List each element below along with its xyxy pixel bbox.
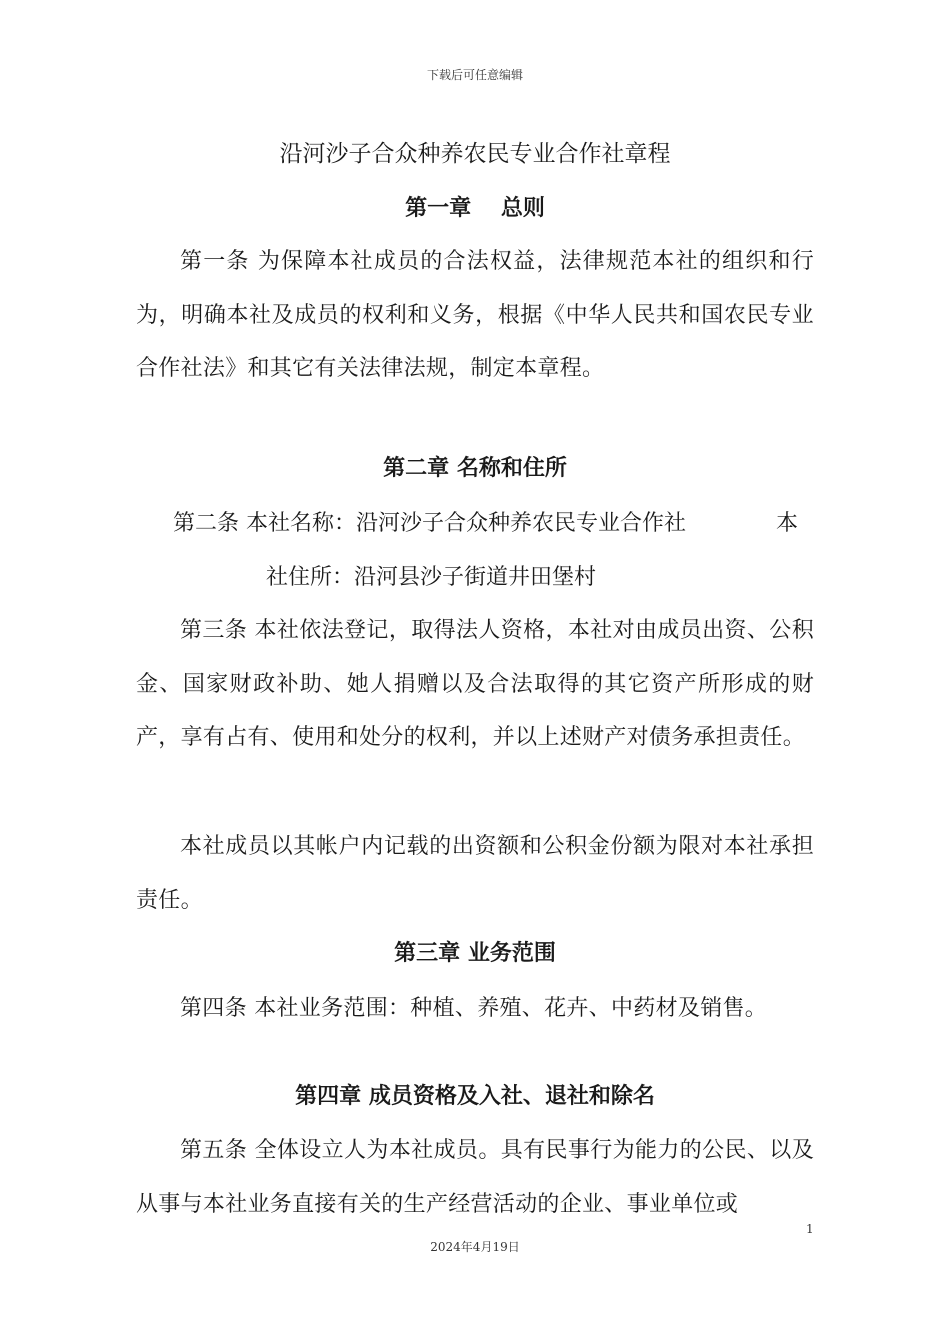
chapter-3-heading: 第三章 业务范围 xyxy=(394,941,556,966)
article-2-line-1-tail: 本 xyxy=(775,511,798,536)
article-3-paragraph-2: 本社成员以其帐户内记载的出资额和公积金份额为限对本社承担责任。 xyxy=(136,834,814,913)
chapter-2-heading: 第二章 名称和住所 xyxy=(383,456,567,481)
article-2-line-1 xyxy=(136,506,814,542)
document-title: 沿河沙子合众种养农民专业合作社章程 xyxy=(279,141,671,167)
chapter-4-heading: 第四章 成员资格及入社、退社和除名 xyxy=(295,1084,655,1109)
footer-date: 2024年4月19日 xyxy=(430,1240,520,1254)
page-header: 下载后可任意编辑 xyxy=(426,68,523,82)
article-3: 第三条 本社依法登记，取得法人资格，本社对由成员出资、公积金、国家财政补助、她人捐赠以及合法取得的其它资产所形成的财产，享有占有、使用和处分的权利，并以上述财产对债务承担责任。 xyxy=(136,618,814,750)
article-4: 第四条 本社业务范围：种植、养殖、花卉、中药材及销售。 xyxy=(180,996,768,1021)
article-2-address: 社住所：沿河县沙子街道井田堡村 xyxy=(266,565,597,590)
page-number: 1 xyxy=(806,1222,814,1236)
article-1: 第一条 为保障本社成员的合法权益，法律规范本社的组织和行为，明确本社及成员的权利和义务，根据《中华人民共和国农民专业合作社法》和其它有关法律法规，制定本章程。 xyxy=(136,249,814,381)
article-5: 第五条 全体设立人为本社成员。具有民事行为能力的公民、以及从事与本社业务直接有关的生产经营活动的企业、事业单位或 xyxy=(136,1138,814,1217)
chapter-1-heading: 第一章 总则 xyxy=(405,196,545,221)
article-2-name: 第二条 本社名称：沿河沙子合众种养农民专业合作社 xyxy=(173,511,686,536)
